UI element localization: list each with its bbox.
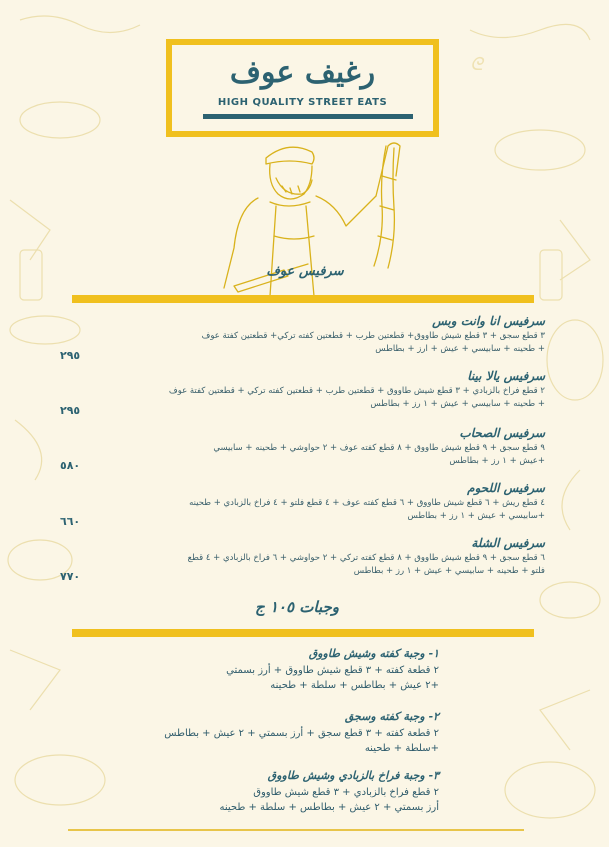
item-desc: فلتو + طحينه + سابيسي + عيش + ١ رز + بطاطس	[353, 566, 545, 576]
brand-tagline: HIGH QUALITY STREET EATS	[217, 97, 388, 108]
item-desc: + طحينه + سابيسي + عيش + ١ رز + بطاطس	[370, 399, 545, 409]
item-desc: ٦ قطع سجق + ٩ قطع شيش طاووق + ٨ قطع كفته تركي + ٢ حواوشي + ٦ فراخ بالزبادي + ٤ قطع	[187, 553, 545, 563]
item-title: سرفيس الصحاب	[459, 426, 545, 440]
bottom-divider	[68, 829, 524, 831]
item-price: ٥٨٠	[60, 459, 81, 472]
item-desc: ٤ قطع ريش + ٦ قطع شيش طاووق + ٦ قطع كفته عوف + ٤ قطع فلتو + ٤ فراخ بالزبادي + طحينه	[189, 498, 545, 508]
service-item	[65, 424, 545, 468]
meal-title: ٣- وجبة فراخ بالزبادي وشيش طاووق	[267, 769, 439, 782]
item-price: ٢٩٥	[60, 404, 81, 417]
brand-name: رغيف عوف	[229, 55, 376, 90]
service-item	[65, 312, 545, 356]
item-desc: ٢ قطع فراخ بالزبادي + ٣ قطع شيش طاووق + قطعتين طرب + قطعتين كفته تركي + قطعتين كفتة عوف	[168, 386, 545, 396]
service-item	[65, 479, 545, 523]
item-title: سرفيس انا وانت وبس	[432, 314, 545, 328]
section-divider-top	[72, 295, 534, 303]
item-desc: + طحينه + سابيسي + عيش + ارز + بطاطس	[375, 344, 545, 354]
item-desc: +سابيسي + عيش + ١ رز + بطاطس	[407, 511, 545, 521]
meal-title: ٢- وجبة كفته وسجق	[344, 710, 439, 723]
item-desc: +عيش + ١ رز + بطاطس	[449, 456, 545, 466]
meal-desc: أرز بسمتي + ٢ عيش + بطاطس + سلطة + طحينه	[219, 802, 439, 813]
meal-item	[59, 708, 439, 756]
section-divider-meals	[72, 629, 534, 637]
section-title-service: سرفيس عوف	[266, 264, 344, 279]
item-title: سرفيس اللحوم	[467, 481, 545, 495]
logo-box	[166, 39, 439, 137]
meal-item	[59, 767, 439, 815]
svg-text:ᘓ: ᘓ	[470, 54, 483, 75]
meal-desc: ٢ قطعة كفته + ٣ قطع شيش طاووق + أرز بسمتي	[226, 665, 439, 676]
item-price: ٦٦٠	[60, 515, 81, 528]
item-title: سرفيس الشلة	[471, 536, 545, 550]
meal-desc: ٢ قطعة كفته + ٣ قطع سجق + أرز بسمتي + ٢ عيش + بطاطس	[164, 728, 439, 739]
meal-item	[59, 645, 439, 693]
service-item	[65, 367, 545, 411]
meal-desc: ٢ قطع فراخ بالزبادي + ٣ قطع شيش طاووق	[253, 787, 439, 798]
meal-desc: +سلطة + طحينه	[364, 743, 439, 754]
section-title-meals: وجبات ١٠٥ ج	[254, 598, 340, 616]
item-title: سرفيس يالا بينا	[467, 369, 545, 383]
item-desc: ٣ قطع سجق + ٣ قطع شيش طاووق+ قطعتين طرب + قطعتين كفته تركي+ قطعتين كفتة عوف	[201, 331, 545, 341]
meal-desc: +٢ عيش + بطاطس + سلطة + طحينه	[270, 680, 439, 691]
item-price: ٧٧٠	[60, 570, 81, 583]
item-desc: ٩ قطع سجق + ٩ قطع شيش طاووق + ٨ قطع كفته عوف + ٢ حواوشي + طحينه + سابيسي	[213, 443, 545, 453]
service-item	[65, 534, 545, 578]
logo-underline	[203, 114, 413, 119]
meal-title: ١- وجبة كفته وشيش طاووق	[308, 647, 439, 660]
item-price: ٢٩٥	[60, 349, 81, 362]
